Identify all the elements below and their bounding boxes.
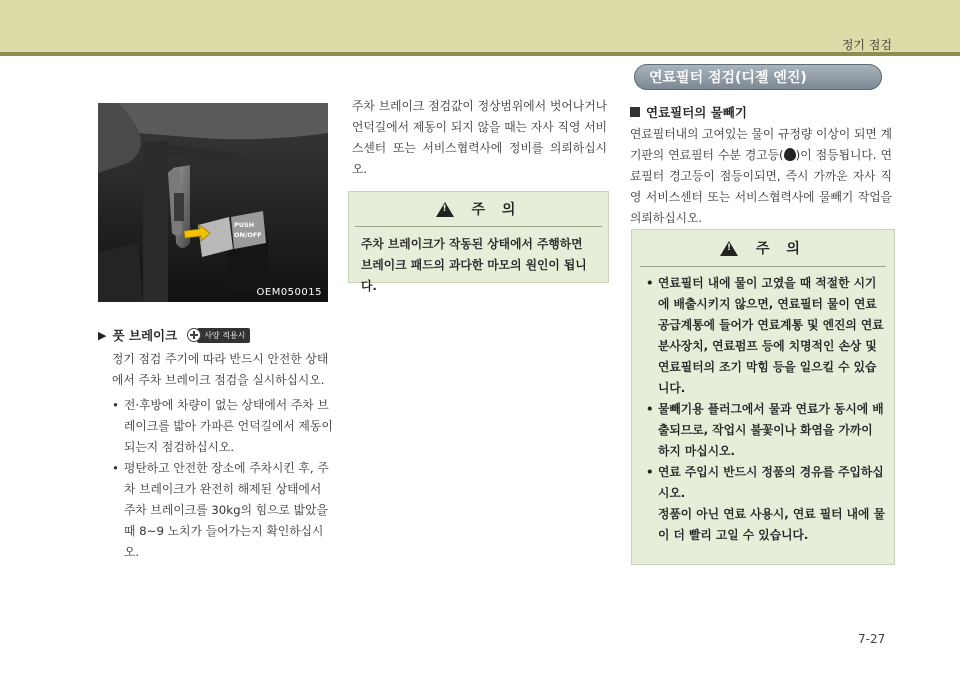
bullet-item: • 평탄하고 안전한 장소에 주차시킨 후, 주차 브레이크가 완전히 해제된 상태에서 주차 브레이크를 30kg의 힘으로 밟았을 때 8~9 노치가 들어가는지 확인하십시오. xyxy=(112,458,334,563)
badge-text: 사양 적용시 xyxy=(197,328,250,343)
subheading-text: 연료필터의 물빼기 xyxy=(646,105,747,120)
parking-brake-photo xyxy=(98,103,328,302)
caution-header xyxy=(640,230,886,267)
warning-icon xyxy=(436,202,454,217)
option-badge xyxy=(187,328,250,343)
para-before: 연료필터내의 고여있는 물이 규정량 이상이 되면 계기판의 연료필터 수분 경고등( xyxy=(630,127,892,162)
caution-box-brake xyxy=(348,191,609,293)
caution-bullets xyxy=(632,267,894,546)
square-bullet-icon xyxy=(630,107,640,117)
triangle-bullet-icon: ▶ xyxy=(98,328,107,342)
caution-header xyxy=(355,192,602,227)
parking-brake-illustration xyxy=(98,103,328,302)
caution-bullet: • 물빼기용 플러그에서 물과 연료가 동시에 배출되므로, 작업시 불꽃이나 화염을 가까이 하지 마십시오. xyxy=(646,399,886,462)
section-title-pill: 연료필터 점검(디젤 엔진) xyxy=(634,64,882,90)
caution-box-fuel-filter xyxy=(631,229,895,565)
section-heading-foot-brake xyxy=(98,326,250,344)
water-drop-warning-icon xyxy=(784,148,796,161)
bullet-item: • 전·후방에 차량이 없는 상태에서 주차 브레이크를 밟아 가파른 언덕길에서 제동이 되는지 점검하십시오. xyxy=(112,395,334,458)
caution-title: 주 의 xyxy=(756,241,806,257)
subheading xyxy=(630,103,747,121)
warning-icon xyxy=(720,241,738,256)
heading-text: 풋 브레이크 xyxy=(112,328,178,343)
chapter-title: 정기 점검 xyxy=(841,38,892,52)
header-band xyxy=(0,0,960,52)
page-number: 7-27 xyxy=(858,632,886,646)
caution-text: 주차 브레이크가 작동된 상태에서 주행하면 브레이크 패드의 과다한 마모의 원인이 됩니다. xyxy=(361,237,587,293)
caution-bullet: • 연료 주입시 반드시 정품의 경유를 주입하십시오. 정품이 아닌 연료 사용시, 연료 필터 내에 물이 더 빨리 고일 수 있습니다. xyxy=(646,462,886,546)
caution-title: 주 의 xyxy=(471,202,522,218)
header-rule xyxy=(0,52,960,56)
pedal-label-onoff: ON/OFF xyxy=(234,231,262,239)
foot-brake-paragraph: 정기 점검 주기에 따라 반드시 안전한 상태에서 주차 브레이크 점검을 실시하십시오. xyxy=(112,352,329,387)
pedal-label-push: PUSH xyxy=(234,221,255,229)
para-after: )이 점등됩니다. 연료필터 경고등이 점등이되면, 즉시 가까운 자사 직영 서비스센터 또는 서비스협력사에 물빼기 작업을 의뢰하십시오. xyxy=(630,148,893,225)
fuel-filter-paragraph xyxy=(630,124,892,229)
caution-bullet: • 연료필터 내에 물이 고였을 때 적절한 시기에 배출시키지 않으면, 연료필터 물이 연료공급계통에 들어가 연료계통 및 엔진의 연료분사장치, 연료펌프 등에 치명적인 손상 및 연료필터의 조기 막힘 등을 일으킬 수 있습니다. xyxy=(646,273,886,399)
photo-code: OEM050015 xyxy=(256,287,322,298)
parking-brake-paragraph: 주차 브레이크 점검값이 정상범위에서 벗어나거나 언덕길에서 제동이 되지 않을 때는 자사 직영 서비스센터 또는 서비스협력사에 정비를 의뢰하십시오. xyxy=(352,99,607,176)
foot-brake-bullets xyxy=(112,395,334,563)
